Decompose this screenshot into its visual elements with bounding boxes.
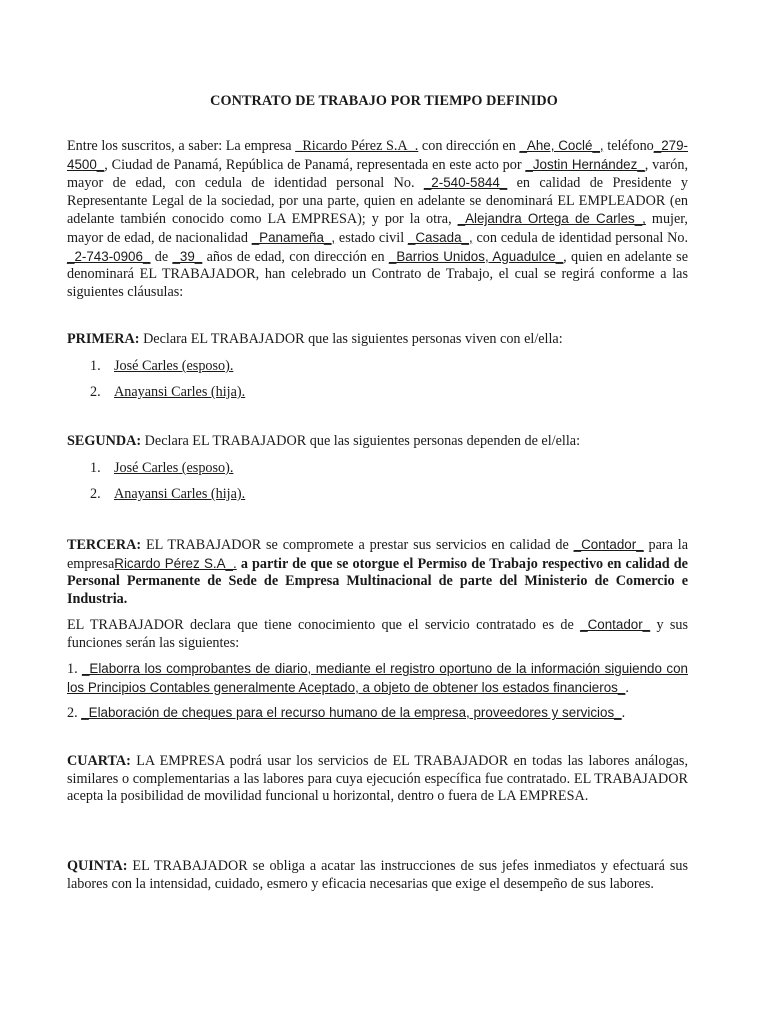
function-text: _Elaboración de cheques para el recurso humano de la empresa, proveedores y servicios_ <box>81 705 622 720</box>
civil-status-field: _Casada_, <box>407 229 473 245</box>
clause-quinta <box>67 858 688 893</box>
intro-text: , varón, mayor de edad, con cedula de identidad personal No. <box>67 156 688 192</box>
intro-text: , quien en adelante se denominará EL TRABAJADOR, han celebrado un Contrato de Trabajo, el cual se regirá conforme a las siguientes cláusulas: <box>67 248 688 300</box>
clause-segunda <box>67 433 688 451</box>
company-address-field: _Ahe, Coclé_, <box>519 138 604 153</box>
list-text: José Carles (esposo). <box>114 358 234 374</box>
intro-text: en calidad de Presidente y Representante Legal de la sociedad, por una parte, quien en adelante se denominará EL EMPLEADOR (en adelante también conocido como LA EMPRESA); y por la otra, <box>67 175 689 228</box>
clause-tercera <box>67 536 688 608</box>
clause-text: para la empresa <box>67 537 688 572</box>
worker-address-field: _Barrios Unidos, Aguadulce_ <box>388 248 564 264</box>
clause-tercera-functions <box>67 616 688 652</box>
worker-name-field: _Alejandra Ortega de Carles_, <box>457 211 646 227</box>
nationality-field: _Panameña_, <box>251 229 336 245</box>
phone-field: _279-4500_ <box>67 138 689 172</box>
function-number: 1. <box>67 661 78 677</box>
clause-label: SEGUNDA: <box>67 433 142 449</box>
representative-name-field: _Jostin Hernández_ <box>525 156 645 172</box>
clause-label: PRIMERA: <box>67 331 140 347</box>
clause-label: CUARTA: <box>67 753 131 769</box>
clause-text: Declara EL TRABAJADOR que las siguientes personas dependen de el/ella: <box>141 433 581 449</box>
clause-text: LA EMPRESA podrá usar los servicios de EL TRABAJADOR en todas las labores análogas, similares o complementarias a las labores para cuya ejecución específica fue contratado. EL TRABAJADOR acepta la posibilidad de movilidad funcional u horizontal, dentro o fuera de LA EMPRESA. <box>67 753 688 805</box>
clause-bold-text: a partir de que se otorgue el Permiso de Trabajo respectivo en calidad de Personal Permanente de Sede de Empresa Multinacional de parte del Ministerio de Comercio e Industria. <box>67 555 688 607</box>
worker-id-field: _2-743-0906_ <box>67 248 151 264</box>
list-number: 2. <box>90 486 101 502</box>
list-item <box>90 357 233 375</box>
clause-text: EL TRABAJADOR declara que tiene conocimiento que el servicio contratado es de <box>67 617 581 633</box>
intro-text: con cedula de identidad personal No. <box>472 229 689 246</box>
list-number: 1. <box>90 460 101 476</box>
intro-text: Entre los suscritos, a saber: La empresa <box>67 138 296 154</box>
clause-text: EL TRABAJADOR se obliga a acatar las instrucciones de sus jefes inmediatos y efectuará sus labores con la intensidad, cuidado, esmero y eficacia necesarias que exige el desempeño de sus labores. <box>67 858 688 892</box>
intro-text: años de edad, con dirección en <box>202 248 389 265</box>
list-item <box>90 485 245 503</box>
function-end: . <box>621 705 626 721</box>
representative-id-field: _2-540-5844_ <box>423 175 508 191</box>
intro-text: teléfono <box>603 138 654 154</box>
position-field: _Contador_ <box>573 537 644 552</box>
intro-text: con dirección en <box>418 138 520 154</box>
company-name-field: Ricardo Pérez S.A_. <box>114 555 237 571</box>
company-name-field: _Ricardo Pérez S.A_. <box>295 138 419 154</box>
intro-text: , Ciudad de Panamá, República de Panamá, representada en este acto por <box>104 156 526 173</box>
clause-text: Declara EL TRABAJADOR que las siguientes personas viven con el/ella: <box>139 331 563 347</box>
intro-text: mujer, mayor de edad, de nacionalidad <box>67 211 688 246</box>
function-item <box>67 660 688 697</box>
function-number: 2. <box>67 705 78 721</box>
intro-text: estado civil <box>335 229 408 246</box>
list-number: 1. <box>90 358 101 374</box>
function-item <box>67 704 688 723</box>
list-text: Anayansi Carles (hija). <box>114 486 246 502</box>
intro-paragraph <box>67 137 688 301</box>
clause-label: QUINTA: <box>67 858 128 874</box>
clause-label: TERCERA: <box>67 537 142 553</box>
list-item <box>90 459 233 477</box>
clause-text: y sus funciones serán las siguientes: <box>67 617 688 651</box>
clause-text: EL TRABAJADOR se compromete a prestar sus servicios en calidad de <box>141 537 574 553</box>
clause-primera <box>67 331 688 349</box>
age-field: _39_ <box>172 248 203 264</box>
function-text: _Elaborra los comprobantes de diario, mediante el registro oportuno de la información siguiendo con los Principios Contables generalmente Aceptado, a objeto de obtener los estados financieros_ <box>67 661 688 695</box>
list-text: Anayansi Carles (hija). <box>114 384 246 400</box>
clause-cuarta <box>67 753 688 806</box>
list-item <box>90 383 245 401</box>
intro-text: de <box>150 248 173 265</box>
function-end: . <box>625 679 629 696</box>
list-text: José Carles (esposo). <box>114 460 234 476</box>
list-number: 2. <box>90 384 101 400</box>
service-field: _Contador_ <box>580 617 651 632</box>
document-title: CONTRATO DE TRABAJO POR TIEMPO DEFINIDO <box>210 93 558 109</box>
